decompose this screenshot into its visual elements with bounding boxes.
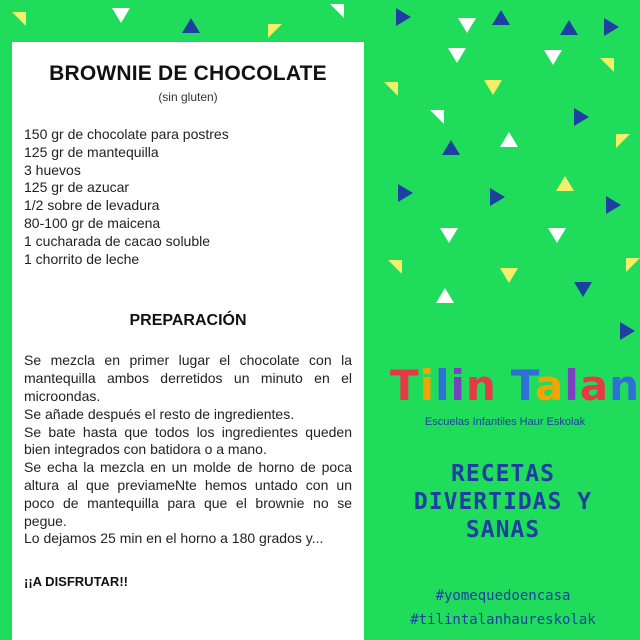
headline-line: DIVERTIDAS Y — [413, 489, 593, 515]
preparation-step: Se añade después el resto de ingredientes. — [24, 405, 295, 422]
preparation-step: Se echa la mezcla en un molde de horno de poca altura al que previameNte hemos untado con un poco de mantequilla para que el brownie no se pegue. — [24, 459, 352, 529]
recipe-title: BROWNIE DE CHOCOLATE — [49, 62, 327, 85]
logo-letter: l — [564, 361, 580, 410]
preparation-step: Se bate hasta que todos los ingredientes queden bien integrados con batidora o a mano. — [24, 423, 352, 458]
triangle-decoration — [448, 48, 466, 63]
logo-letter: T — [510, 361, 536, 410]
triangle-decoration — [442, 140, 460, 155]
headline — [378, 460, 628, 544]
preparation-steps — [24, 352, 352, 548]
triangle-decoration — [560, 20, 578, 35]
triangle-decoration — [112, 8, 130, 23]
triangle-decoration — [396, 8, 411, 26]
logo-subtitle: Escuelas Infantiles Haur Eskolak — [424, 416, 586, 428]
ingredient-list — [24, 126, 352, 268]
triangle-decoration — [182, 18, 200, 33]
triangle-decoration — [436, 288, 454, 303]
recipe-subtitle: (sin gluten) — [158, 90, 218, 104]
triangle-decoration — [388, 260, 402, 274]
ingredient-item: 150 gr de chocolate para postres — [24, 126, 229, 142]
triangle-decoration — [574, 108, 589, 126]
triangle-decoration — [268, 24, 282, 38]
closing-text: ¡¡A DISFRUTAR!! — [24, 574, 128, 590]
ingredient-item: 125 gr de azucar — [24, 179, 130, 196]
ingredient-item: 80-100 gr de maicena — [24, 214, 161, 231]
ingredient-item: 1/2 sobre de levadura — [24, 197, 160, 214]
triangle-decoration — [484, 80, 502, 95]
ingredient-item: 125 gr de mantequilla — [24, 143, 159, 160]
headline-line: SANAS — [465, 517, 541, 543]
triangle-decoration — [626, 258, 640, 272]
logo-letter: i — [419, 361, 436, 410]
ingredient-item: 1 chorrito de leche — [24, 250, 140, 267]
triangle-decoration — [574, 282, 592, 297]
ingredient-item: 1 cucharada de cacao soluble — [24, 232, 211, 249]
triangle-decoration — [556, 176, 574, 191]
triangle-decoration — [620, 322, 635, 340]
tilin-talan-logo — [390, 361, 640, 410]
hashtag: #yomequedoencasa — [435, 588, 571, 604]
triangle-decoration — [544, 50, 562, 65]
triangle-decoration — [330, 4, 344, 18]
triangle-decoration — [616, 134, 630, 148]
triangle-decoration — [440, 228, 458, 243]
preparation-heading: PREPARACIÓN — [129, 312, 247, 330]
triangle-decoration — [458, 18, 476, 33]
hashtag: #tilintalanhaureskolak — [410, 612, 596, 628]
triangle-decoration — [430, 110, 444, 124]
ingredient-item: 3 huevos — [24, 161, 81, 178]
triangle-decoration — [500, 268, 518, 283]
logo-letter: i — [450, 361, 466, 410]
triangle-decoration — [490, 188, 505, 206]
recipe-card — [12, 42, 364, 640]
triangle-decoration — [604, 18, 619, 36]
logo-letter: a — [535, 361, 565, 410]
triangle-decoration — [12, 12, 26, 26]
triangle-decoration — [548, 228, 566, 243]
logo-letter: a — [579, 361, 610, 410]
triangle-decoration — [384, 82, 398, 96]
logo-letter: n — [465, 361, 497, 410]
triangle-decoration — [606, 196, 621, 214]
triangle-decoration — [398, 184, 413, 202]
logo-letter: T — [390, 361, 420, 410]
preparation-step: Se mezcla en primer lugar el chocolate con la mantequilla ambos derretidos un minuto en el microondas. — [24, 352, 352, 404]
triangle-decoration — [600, 58, 614, 72]
preparation-step: Lo dejamos 25 min en el horno a 180 grados y... — [24, 530, 324, 547]
headline-line: RECETAS — [451, 461, 555, 487]
logo-letter: l — [435, 361, 451, 410]
triangle-decoration — [500, 132, 518, 147]
logo-letter: n — [609, 361, 640, 410]
triangle-decoration — [492, 10, 510, 25]
